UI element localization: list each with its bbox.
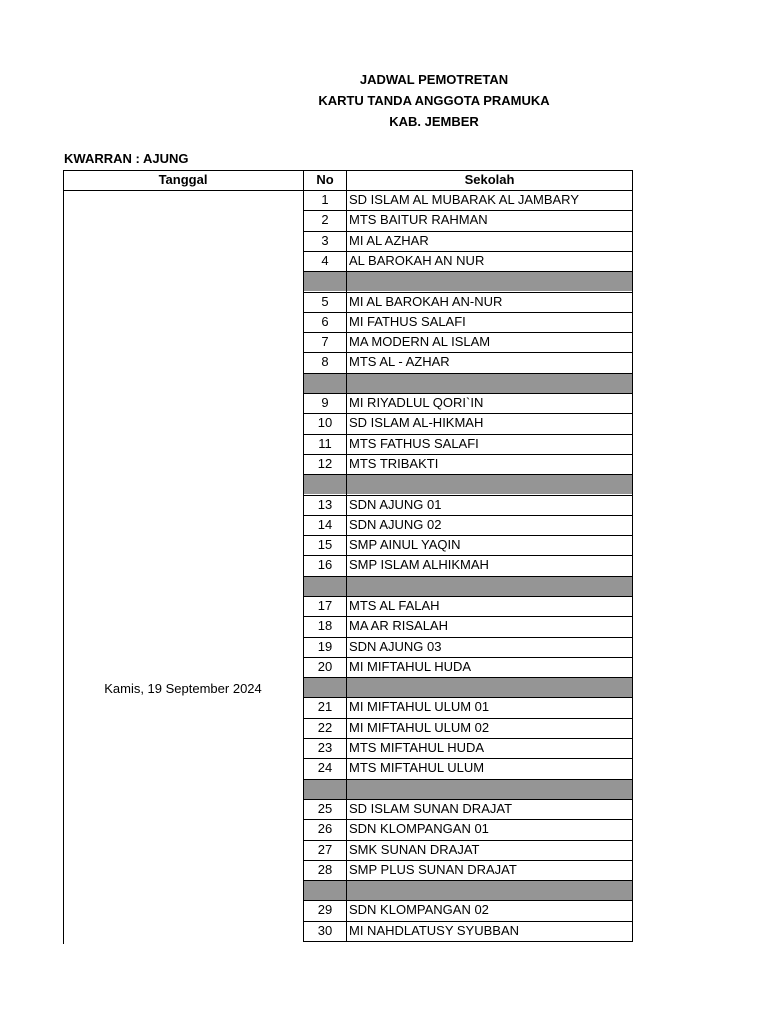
- school-name: MI AL AZHAR: [349, 233, 429, 248]
- grid-line: [303, 941, 633, 942]
- school-name: MTS AL - AZHAR: [349, 354, 450, 369]
- row-number: 7: [321, 334, 329, 349]
- row-number: 5: [321, 294, 329, 309]
- row-number: 9: [321, 395, 329, 410]
- school-name: MA MODERN AL ISLAM: [349, 334, 491, 349]
- row-number: 19: [317, 639, 333, 654]
- school-name: SMK SUNAN DRAJAT: [349, 842, 480, 857]
- group-separator-row: [304, 374, 632, 393]
- header-sekolah: Sekolah: [464, 172, 515, 187]
- grid-line: [632, 170, 633, 942]
- school-name: SDN AJUNG 02: [349, 517, 442, 532]
- school-name: SMP AINUL YAQIN: [349, 537, 461, 552]
- header-tanggal: Tanggal: [158, 172, 208, 187]
- tanggal-cell: Kamis, 19 September 2024: [104, 681, 262, 696]
- group-separator-row: [304, 780, 632, 799]
- row-number: 6: [321, 314, 329, 329]
- school-name: MI MIFTAHUL HUDA: [349, 659, 472, 674]
- school-name: MA AR RISALAH: [349, 618, 448, 633]
- school-name: MI NAHDLATUSY SYUBBAN: [349, 923, 520, 938]
- row-number: 14: [317, 517, 333, 532]
- row-number: 8: [321, 354, 329, 369]
- row-number: 27: [317, 842, 333, 857]
- row-number: 3: [321, 233, 329, 248]
- grid-line: [63, 170, 633, 171]
- school-name: SMP ISLAM ALHIKMAH: [349, 557, 489, 572]
- row-number: 21: [317, 699, 333, 714]
- row-number: 13: [317, 497, 333, 512]
- school-name: MTS FATHUS SALAFI: [349, 436, 479, 451]
- row-number: 10: [317, 415, 333, 430]
- school-name: MTS MIFTAHUL HUDA: [349, 740, 485, 755]
- school-name: MTS MIFTAHUL ULUM: [349, 760, 485, 775]
- row-number: 22: [317, 720, 333, 735]
- group-separator-row: [304, 577, 632, 596]
- group-separator-row: [304, 272, 632, 291]
- row-number: 25: [317, 801, 333, 816]
- school-name: AL BAROKAH AN NUR: [349, 253, 485, 268]
- group-separator-row: [304, 678, 632, 697]
- row-number: 18: [317, 618, 333, 633]
- school-name: MI AL BAROKAH AN-NUR: [349, 294, 503, 309]
- row-number: 24: [317, 760, 333, 775]
- school-name: SDN AJUNG 01: [349, 497, 442, 512]
- grid-line: [303, 170, 304, 942]
- school-name: SMP PLUS SUNAN DRAJAT: [349, 862, 517, 877]
- grid-line: [63, 170, 64, 944]
- row-number: 15: [317, 537, 333, 552]
- document-title-line-2: KARTU TANDA ANGGOTA PRAMUKA: [318, 93, 550, 108]
- row-number: 2: [321, 212, 329, 227]
- school-name: MI MIFTAHUL ULUM 02: [349, 720, 490, 735]
- school-name: MTS TRIBAKTI: [349, 456, 439, 471]
- row-number: 30: [317, 923, 333, 938]
- school-name: MI RIYADLUL QORI`IN: [349, 395, 484, 410]
- kwarran-label: KWARRAN : AJUNG: [64, 151, 189, 166]
- row-number: 23: [317, 740, 333, 755]
- header-no: No: [316, 172, 334, 187]
- school-name: SD ISLAM AL MUBARAK AL JAMBARY: [349, 192, 579, 207]
- school-name: SDN KLOMPANGAN 02: [349, 902, 489, 917]
- row-number: 11: [318, 436, 332, 451]
- row-number: 16: [317, 557, 333, 572]
- school-name: MI FATHUS SALAFI: [349, 314, 466, 329]
- document-title-line-3: KAB. JEMBER: [389, 114, 479, 129]
- school-name: SDN KLOMPANGAN 01: [349, 821, 489, 836]
- school-name: SD ISLAM SUNAN DRAJAT: [349, 801, 513, 816]
- school-name: SD ISLAM AL-HIKMAH: [349, 415, 484, 430]
- group-separator-row: [304, 881, 632, 900]
- row-number: 12: [317, 456, 333, 471]
- row-number: 29: [317, 902, 333, 917]
- grid-line: [346, 170, 347, 942]
- row-number: 26: [317, 821, 333, 836]
- school-name: MI MIFTAHUL ULUM 01: [349, 699, 490, 714]
- row-number: 17: [317, 598, 333, 613]
- row-number: 28: [317, 862, 333, 877]
- school-name: MTS AL FALAH: [349, 598, 440, 613]
- school-name: SDN AJUNG 03: [349, 639, 442, 654]
- row-number: 20: [317, 659, 333, 674]
- school-name: MTS BAITUR RAHMAN: [349, 212, 488, 227]
- row-number: 4: [321, 253, 329, 268]
- row-number: 1: [321, 192, 329, 207]
- group-separator-row: [304, 475, 632, 494]
- document-title-line-1: JADWAL PEMOTRETAN: [359, 72, 509, 87]
